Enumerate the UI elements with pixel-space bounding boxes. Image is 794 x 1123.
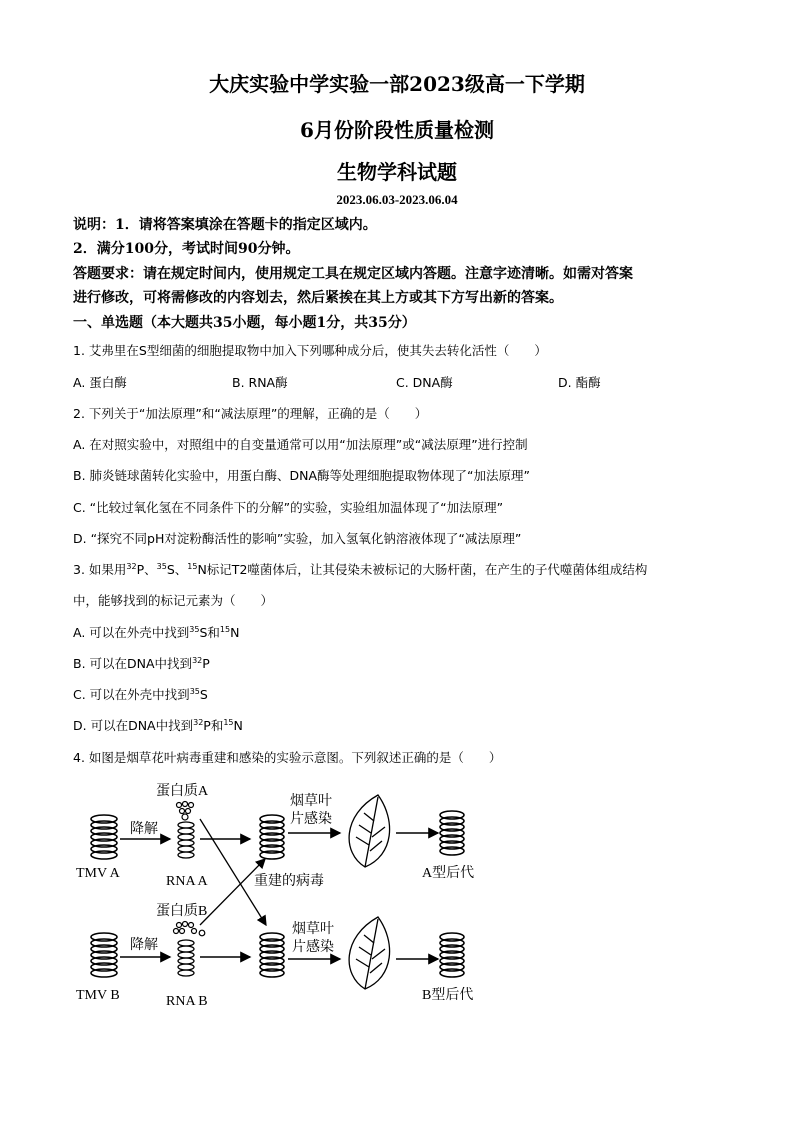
isotope-p32: 32 [126,562,137,571]
tmv-a-label: TMV A [76,866,120,881]
question-2-stem: 2. 下列关于“加法原理”和“减法原理”的理解，正确的是（ ） [73,406,428,421]
offspring-a-coil-icon [440,811,464,855]
requirement-line-1: 答题要求：请在规定时间内，使用规定工具在规定区域内答题。注意字迹清晰。如需对答案 [73,266,633,282]
option-b-p: P [202,656,210,671]
question-1-option-c: C. DNA酶 [396,375,453,390]
option-c-text: C. 可以在外壳中找到 [73,687,190,702]
arrow-protein-b-to-rebuilt-a [200,859,265,925]
arrow-protein-a-to-rebuilt-b [200,819,266,925]
question-1-stem: 1. 艾弗里在S型细菌的细胞提取物中加入下列哪种成分后，使其失去转化活性（ ） [73,343,547,358]
protein-a-dots-icon [177,802,194,821]
question-3-stem-rest: N标记T2噬菌体后，让其侵染未被标记的大肠杆菌，在产生的子代噬菌体组成结构 [197,562,648,577]
question-2-option-a: A. 在对照实验中，对照组中的自变量通常可以用“加法原理”或“减法原理”进行控制 [73,437,528,452]
rebuilt-virus-b-coil-icon [260,933,284,977]
option-d-text: D. 可以在DNA中找到 [73,718,194,733]
protein-a-label: 蛋白质A [156,784,209,799]
isotope-n15: 15 [187,562,198,571]
element-p: P、 [136,562,157,577]
leaf-infect-a-line1: 烟草叶 [290,794,332,809]
isotope-s35: 35 [189,625,200,634]
option-a-n: N [230,625,240,640]
question-3-option-c [73,685,208,703]
question-3-stem-start: 3. 如果用 [73,562,127,577]
option-d-n: N [233,718,243,733]
tmv-b-label: TMV B [76,988,120,1003]
tobacco-leaf-b-icon [349,917,389,989]
question-2-option-d: D. “探究不同pH对淀粉酶活性的影响”实验，加入氢氧化钠溶液体现了“减法原理” [73,531,522,546]
tmv-a-coil-icon [91,815,117,859]
offspring-a-label: A型后代 [422,866,475,881]
exam-date: 2023.06.03-2023.06.04 [336,192,458,207]
offspring-b-coil-icon [440,933,464,977]
exam-subject-title: 生物学科试题 [337,160,457,184]
offspring-b-label: B型后代 [422,988,474,1003]
isotope-s35: 35 [156,562,167,571]
exam-title-line2: 6月份阶段性质量检测 [300,118,494,142]
question-3-stem [73,560,647,578]
isotope-n15: 15 [219,625,231,634]
note-line-2: 2．满分100分，考试时间90分钟。 [73,241,300,257]
note-line-1: 说明：1．请将答案填涂在答题卡的指定区域内。 [73,217,377,233]
question-3-stem-line2: 中，能够找到的标记元素为（ ） [73,593,274,608]
tobacco-leaf-a-icon [349,795,389,867]
rebuilt-virus-a-coil-icon [260,815,284,859]
question-2-option-c: C. “比较过氧化氢在不同条件下的分解”的实验，实验组加温体现了“加法原理” [73,500,504,515]
leaf-infect-b-line2: 片感染 [292,940,334,955]
section-title: 一、单选题（本大题共35小题，每小题1分，共35分） [73,315,416,331]
protein-b-label: 蛋白质B [156,904,208,919]
option-c-s: S [199,687,208,702]
element-s: S、 [166,562,188,577]
option-a-s: S和 [199,625,220,640]
rna-b-coil-icon [178,940,194,976]
question-3-option-b [73,654,210,672]
leaf-infect-b-line1: 烟草叶 [292,922,334,937]
isotope-p32: 32 [193,718,204,727]
tmv-reconstruction-diagram [60,775,500,1015]
question-3-option-d [73,716,243,734]
requirement-line-2: 进行修改，可将需修改的内容划去，然后紧挨在其上方或其下方写出新的答案。 [73,290,563,306]
isotope-n15: 15 [223,718,234,727]
rna-a-coil-icon [178,822,194,858]
option-b-text: B. 可以在DNA中找到 [73,656,193,671]
rebuilt-virus-label: 重建的病毒 [254,874,324,889]
option-d-p: P和 [203,718,224,733]
degrade-label-b: 降解 [130,938,158,953]
question-1-option-b: B. RNA酶 [232,375,288,390]
question-2-option-b: B. 肺炎链球菌转化实验中，用蛋白酶、DNA酶等处理细胞提取物体现了“加法原理” [73,468,531,483]
option-a-text: A. 可以在外壳中找到 [73,625,190,640]
question-1-option-d: D. 酯酶 [558,375,601,390]
isotope-s35: 35 [189,687,200,696]
isotope-p32: 32 [192,656,203,665]
question-1-option-a: A. 蛋白酶 [73,375,127,390]
tmv-b-coil-icon [91,933,117,977]
exam-title-line1: 大庆实验中学实验一部2023级高一下学期 [209,72,585,96]
degrade-label-a: 降解 [130,822,158,837]
leaf-infect-a-line2: 片感染 [290,812,332,827]
rna-a-label: RNA A [166,874,208,889]
rna-b-label: RNA B [166,994,208,1009]
protein-b-dots-icon [174,922,205,936]
question-4-stem: 4. 如图是烟草花叶病毒重建和感染的实验示意图。下列叙述正确的是（ ） [73,750,502,765]
question-3-option-a [73,623,239,641]
